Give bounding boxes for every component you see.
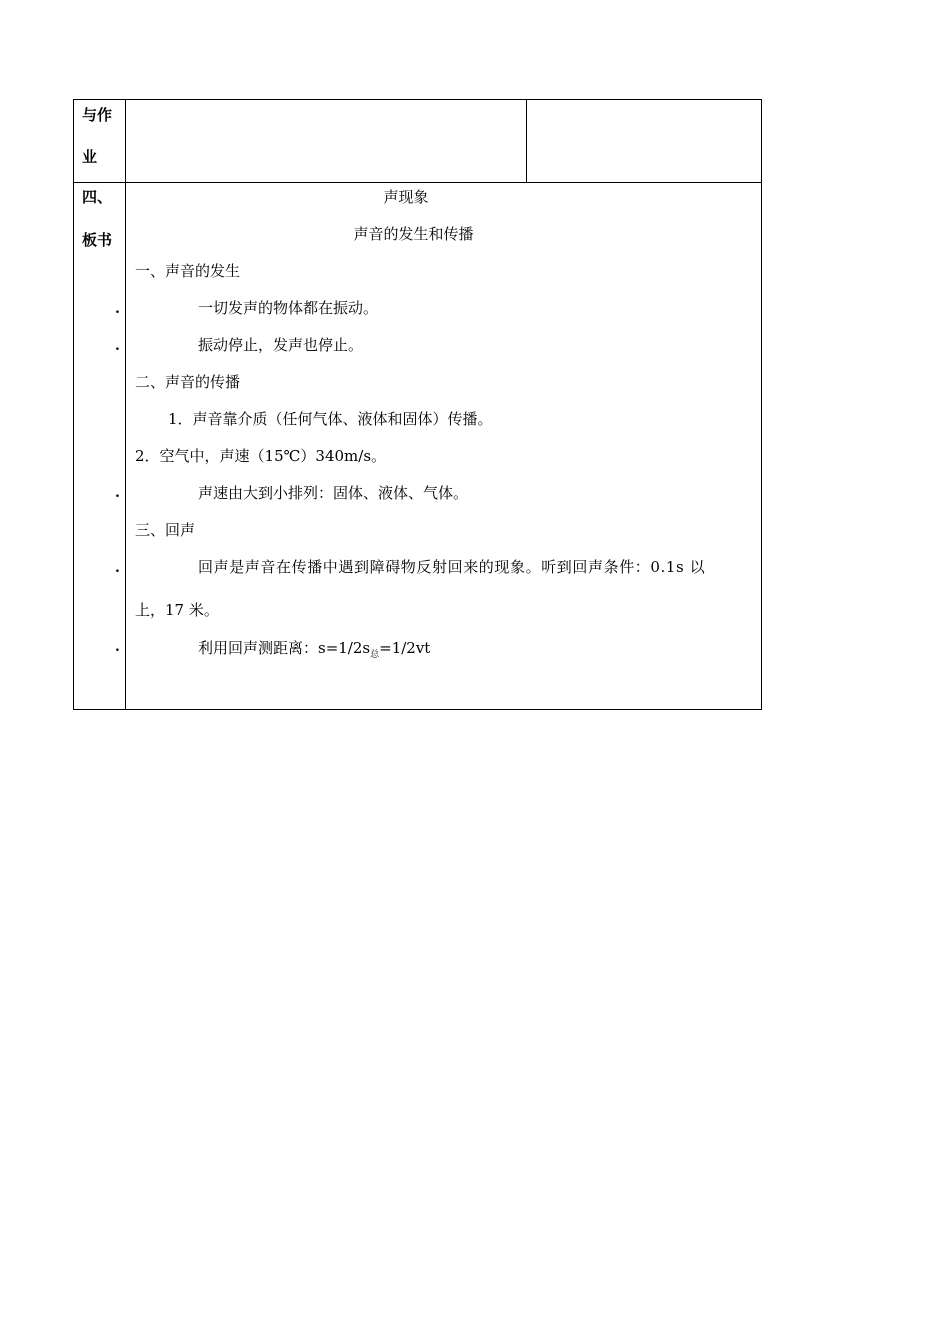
label-dot: . xyxy=(115,560,120,576)
row-label-homework-line2: 业 xyxy=(82,148,98,166)
section2-item1: 1．声音靠介质（任何气体、液体和固体）传播。 xyxy=(168,410,493,428)
section3-line1: 回声是声音在传播中遇到障碍物反射回来的现象。听到回声条件：0.1s 以 xyxy=(198,558,706,576)
section2-item2: 2．空气中，声速（15℃）340m/s。 xyxy=(135,447,387,465)
formula-subscript: 总 xyxy=(370,650,380,660)
label-dot: . xyxy=(115,301,120,317)
section1-line1: 一切发声的物体都在振动。 xyxy=(198,299,379,317)
column-divider-right xyxy=(526,100,527,183)
board-subtitle: 声音的发生和传播 xyxy=(353,225,474,243)
section3-line1-continued: 上，17 米。 xyxy=(135,601,219,619)
row-label-board-line1: 四、 xyxy=(82,188,113,206)
section3-heading: 三、回声 xyxy=(135,521,196,539)
section2-heading: 二、声音的传播 xyxy=(135,373,241,391)
row-label-homework-line1: 与作 xyxy=(82,106,113,124)
board-title: 声现象 xyxy=(383,188,429,206)
label-dot: . xyxy=(115,485,120,501)
label-dot: . xyxy=(115,338,120,354)
row-label-board-line2: 板书 xyxy=(82,231,113,249)
lesson-table xyxy=(73,99,762,710)
label-dot: . xyxy=(115,639,120,655)
formula-suffix: =1/2vt xyxy=(379,639,431,657)
section2-line3: 声速由大到小排列：固体、液体、气体。 xyxy=(198,484,469,502)
section1-line2: 振动停止，发声也停止。 xyxy=(198,336,364,354)
row-divider xyxy=(74,182,761,183)
section3-line2 xyxy=(198,638,430,665)
formula-prefix: 利用回声测距离：s=1/2s xyxy=(198,639,371,657)
section1-heading: 一、声音的发生 xyxy=(135,262,241,280)
